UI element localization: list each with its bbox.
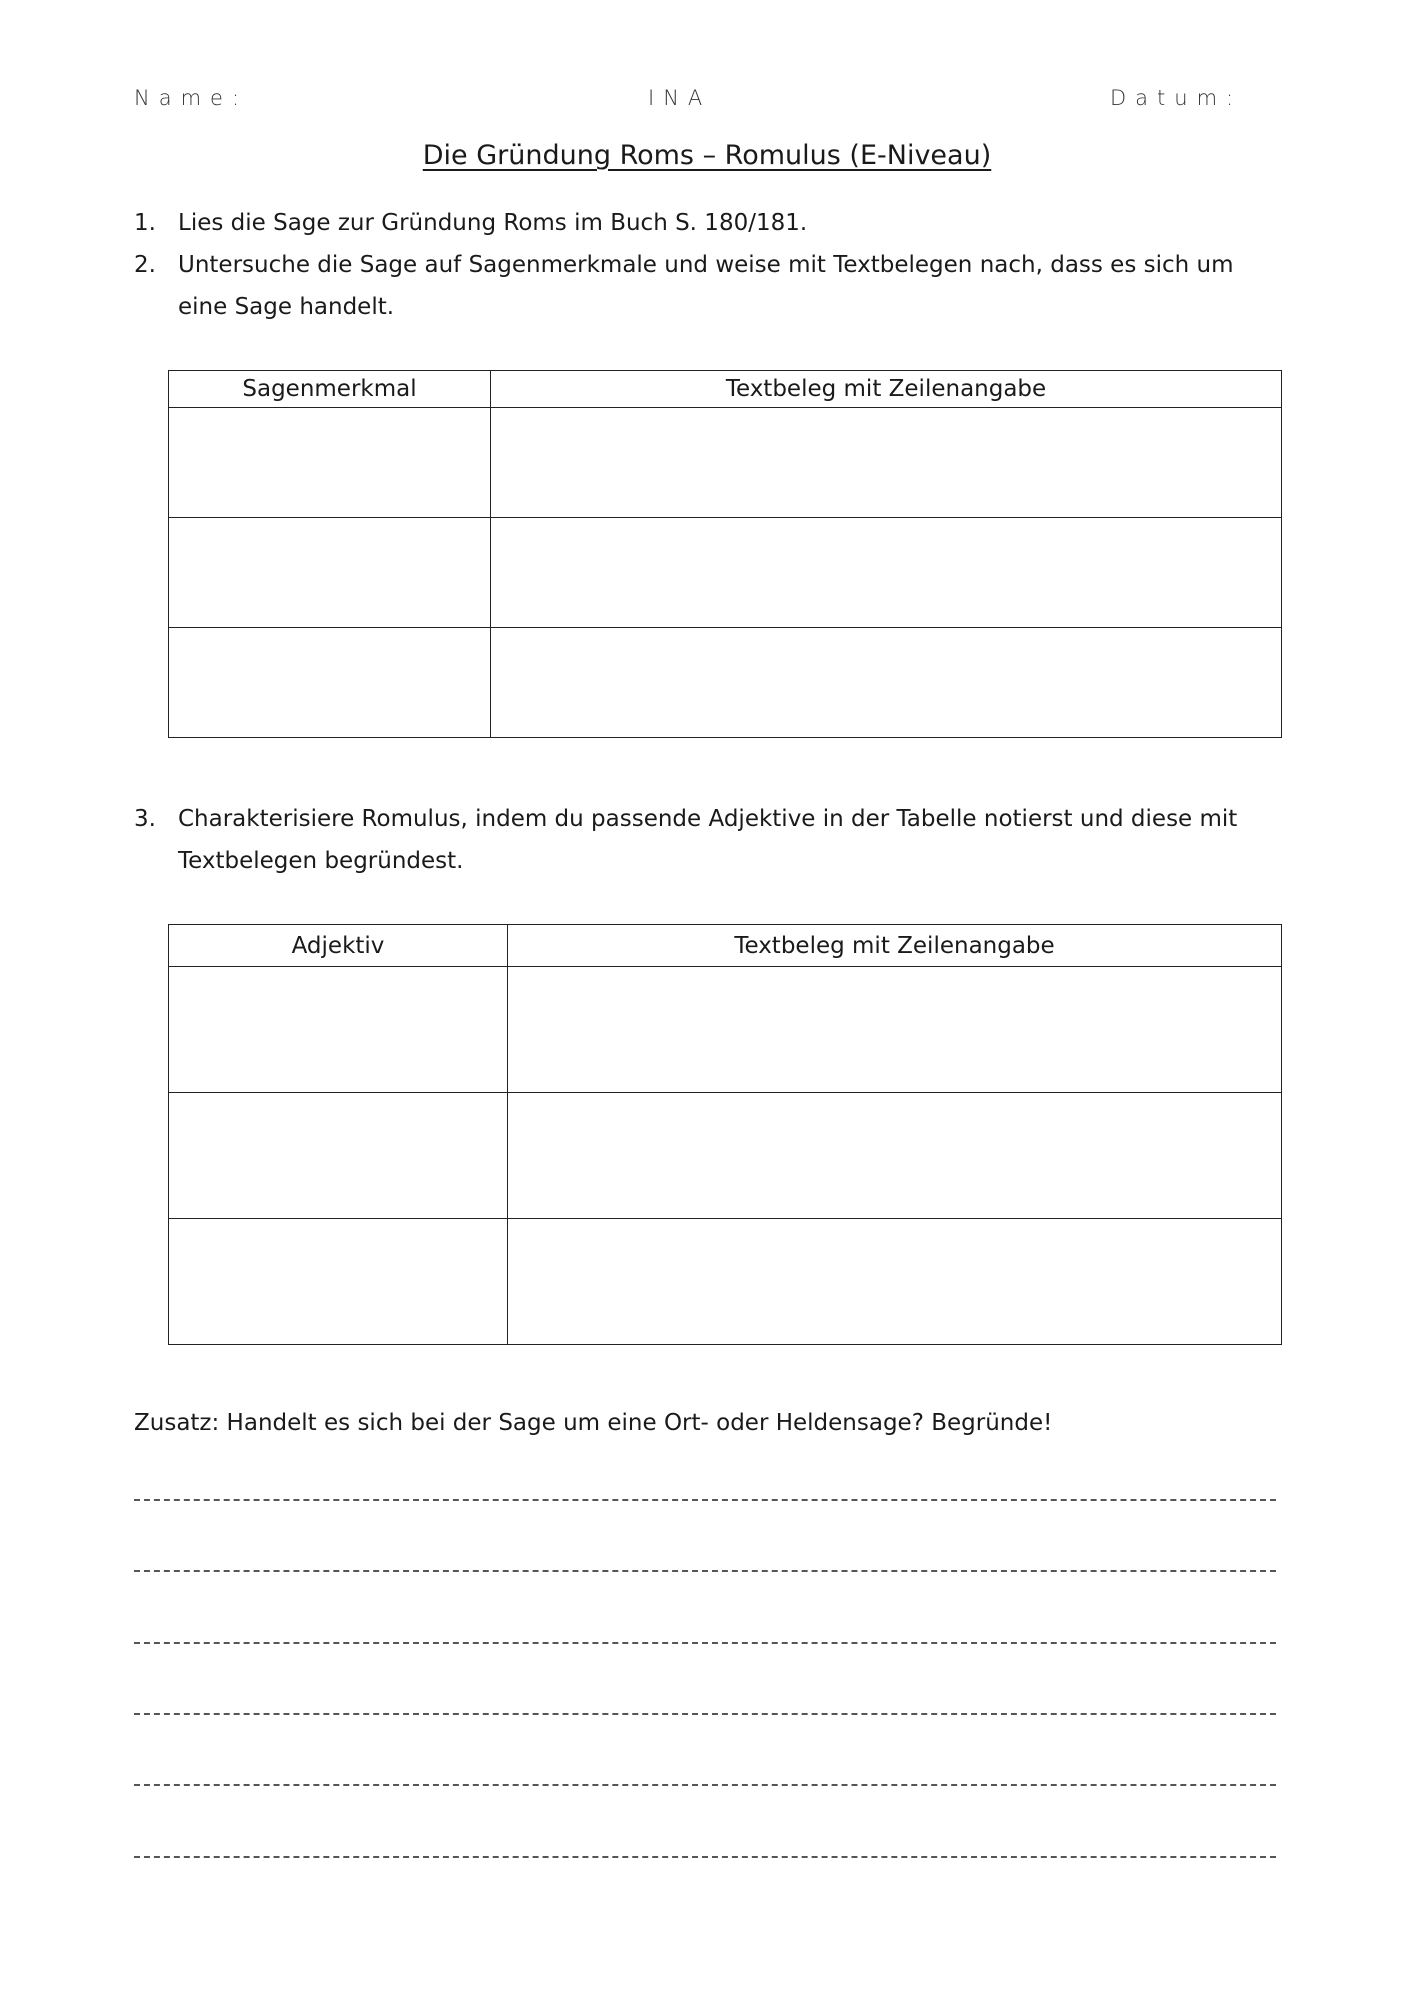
answer-line[interactable] <box>134 1784 1276 1786</box>
adjektiv-table <box>168 924 1282 1345</box>
table-row <box>169 518 1282 628</box>
table-header-row <box>169 925 1282 967</box>
task-number: 2. <box>134 252 156 278</box>
answer-line[interactable] <box>134 1856 1276 1858</box>
zusatz-question: Zusatz: Handelt es sich bei der Sage um eine Ort- oder Heldensage? Begründe! <box>134 1410 1053 1436</box>
answer-cell[interactable] <box>491 518 1282 628</box>
answer-cell[interactable] <box>169 628 491 738</box>
task-text: Untersuche die Sage auf Sagenmerkmale und weise mit Textbelegen nach, dass es sich um eine Sage handelt. <box>178 252 1234 320</box>
answer-line[interactable] <box>134 1499 1276 1501</box>
name-label: Name: <box>134 86 249 110</box>
table-row <box>169 628 1282 738</box>
answer-line[interactable] <box>134 1570 1276 1572</box>
answer-cell[interactable] <box>169 1093 508 1219</box>
answer-cell[interactable] <box>491 628 1282 738</box>
answer-cell[interactable] <box>508 1219 1282 1345</box>
answer-cell[interactable] <box>169 408 491 518</box>
column-header: Textbeleg mit Zeilenangabe <box>491 371 1282 408</box>
table-row <box>169 1093 1282 1219</box>
author-label: INA <box>648 86 712 110</box>
column-header: Adjektiv <box>169 925 508 967</box>
column-header: Sagenmerkmal <box>169 371 491 408</box>
table-row <box>169 1219 1282 1345</box>
task-2 <box>134 244 1284 328</box>
answer-line[interactable] <box>134 1713 1276 1715</box>
task-3 <box>134 798 1284 882</box>
column-header: Textbeleg mit Zeilenangabe <box>508 925 1282 967</box>
answer-cell[interactable] <box>508 1093 1282 1219</box>
sagenmerkmal-table <box>168 370 1282 738</box>
worksheet-title: Die Gründung Roms – Romulus (E-Niveau) <box>422 140 992 171</box>
answer-cell[interactable] <box>169 967 508 1093</box>
answer-cell[interactable] <box>508 967 1282 1093</box>
answer-cell[interactable] <box>169 518 491 628</box>
task-number: 3. <box>134 806 156 832</box>
table-header-row <box>169 371 1282 408</box>
answer-cell[interactable] <box>169 1219 508 1345</box>
task-number: 1. <box>134 210 156 236</box>
task-1 <box>134 202 1284 244</box>
table-row <box>169 408 1282 518</box>
table-row <box>169 967 1282 1093</box>
answer-line[interactable] <box>134 1642 1276 1644</box>
date-label: Datum: <box>1110 86 1243 110</box>
answer-cell[interactable] <box>491 408 1282 518</box>
task-text: Charakterisiere Romulus, indem du passende Adjektive in der Tabelle notierst und diese mit Textbelegen begründest. <box>178 806 1238 874</box>
task-text: Lies die Sage zur Gründung Roms im Buch S. 180/181. <box>178 210 808 236</box>
